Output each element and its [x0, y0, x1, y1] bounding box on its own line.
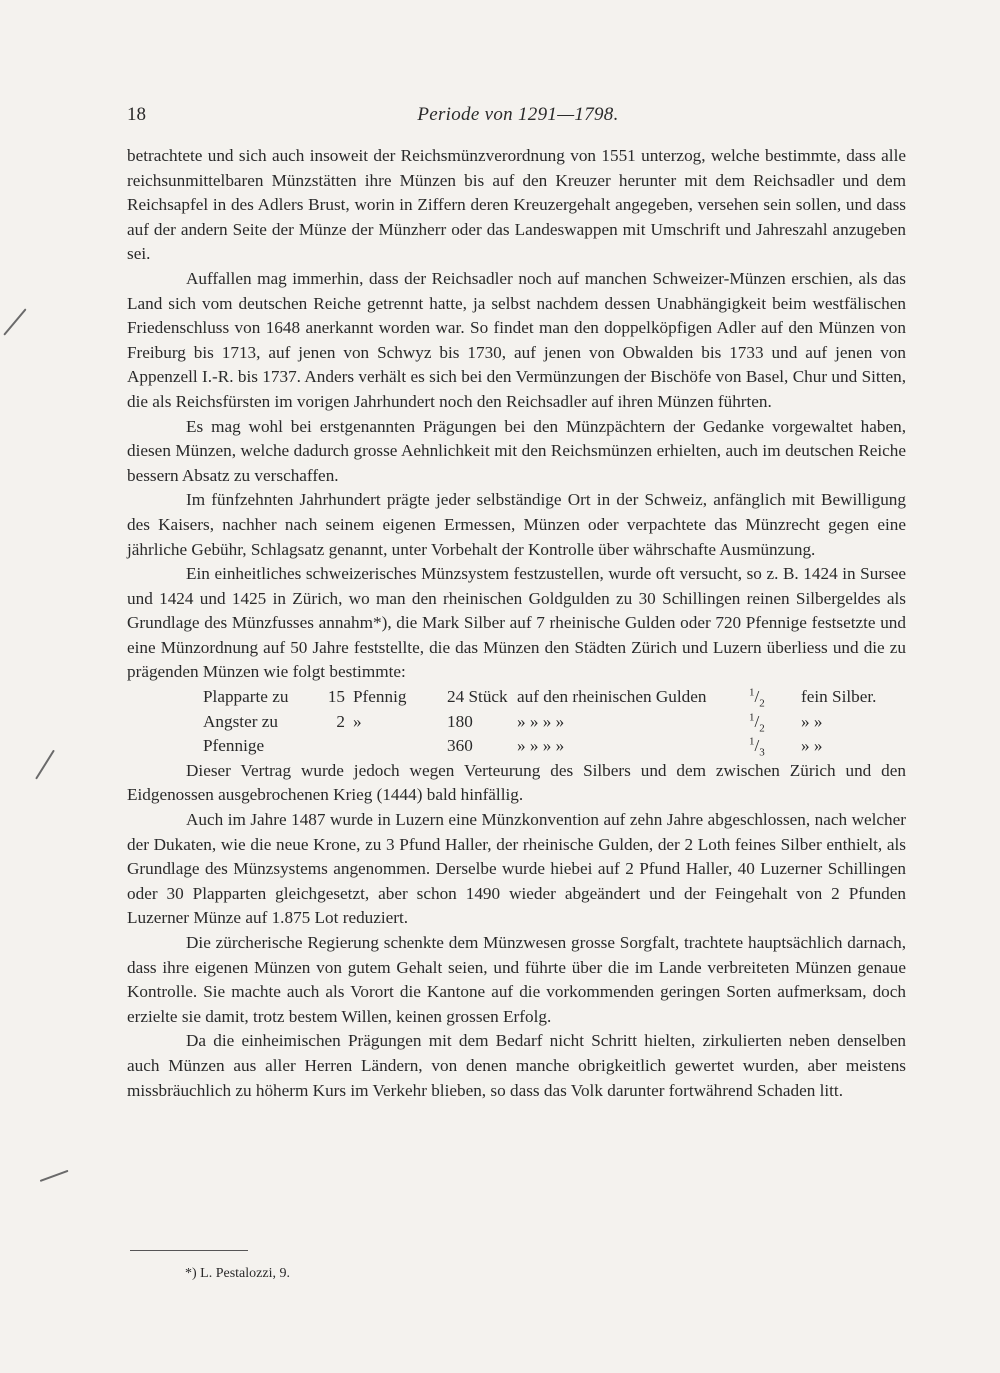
footnote: *) L. Pestalozzi, 9. — [185, 1266, 290, 1281]
coin-tail: » » — [801, 736, 823, 756]
paragraph: Dieser Vertrag wurde jedoch wegen Verteurung des Silbers und dem zwischen Zürich und den Eidgenossen ausgebrochenen Krieg (1444) bald hinfällig. — [127, 760, 906, 805]
coin-tail: fein Silber. — [801, 687, 877, 707]
paragraph: Im fünfzehnten Jahrhundert prägte jeder selbständige Ort in der Schweiz, anfänglich mit Bewilligung des Kaisers, nachher nach seinem eigenen Ermessen, Münzen oder verpachtete das Münzrecht gegen eine jährliche Gebühr, Schlagsatz genannt, unter Vorbehalt der Kontrolle über währschafte Ausmünzung. — [127, 490, 906, 559]
body-text — [127, 144, 906, 1103]
coin-desc: » » » » — [517, 736, 565, 756]
coin-desc: » » » » — [517, 711, 565, 731]
coin-unit: Pfennig — [353, 687, 407, 707]
running-head: Periode von 1291—1798. — [417, 104, 619, 125]
coin-name: Angster zu — [203, 711, 278, 731]
coin-unit — [345, 734, 431, 759]
coin-count: 360 — [447, 736, 473, 756]
coin-pfennig: 15 — [327, 687, 345, 707]
page-header — [127, 104, 909, 134]
coin-desc: auf den rheinischen Gulden — [517, 687, 707, 707]
coin-count: 180 — [447, 711, 473, 731]
footnote-rule — [130, 1250, 248, 1251]
coin-table — [127, 685, 876, 759]
coin-fraction: $^1/_2$ — [749, 686, 765, 710]
coin-fraction: $^1/_2$ — [749, 710, 765, 735]
coin-pfennig: 2 — [336, 711, 345, 731]
paragraph: Ein einheitliches schweizerisches Münzsystem festzustellen, wurde oft versucht, so z. B. 1424 in Sursee und 1424 und 1425 in Zürich, wo man den rheinischen Goldgulden zu 30 Schillingen reinen Silbergeldes als Grundlage des Münzfusses annahm*), die Mark Silber auf 7 rheinische Gulden oder 720 Pfennige festsetzte und eine Münzordnung auf 50 Jahre feststellte, die das Münzen den Städten Zürich und Luzern überliess und die zu prägenden Münzen wie folgt bestimmte: — [127, 564, 906, 682]
paragraph: betrachtete und sich auch insoweit der Reichsmünzverordnung von 1551 unterzog, welche bestimmte, dass alle reichsunmittelbaren Münzstätten ihre Münzen bis auf den Kreuzer herunter mit dem Reichsadler und dem Reichsapfel in des Adlers Brust, worin in Ziffern deren Kreuzergehalt angegeben, versehen sein sollen, und dass auf der andern Seite der Münze der Münzherr oder das Landeswappen mit Umschrift und Jahreszahl anzugeben sei. — [127, 146, 906, 264]
coin-table-row — [127, 710, 876, 735]
paragraph: Es mag wohl bei erstgenannten Prägungen bei den Münzpächtern der Gedanke vorgewaltet haben, diesen Münzen, welche dadurch grosse Aehnlichkeit mit den Reichsmünzen erhielten, auch im deutschen Reiche bessern Absatz zu verschaffen. — [127, 416, 906, 485]
coin-table-row — [127, 685, 876, 710]
paragraph: Auch im Jahre 1487 wurde in Luzern eine Münzkonvention auf zehn Jahre abgeschlossen, nach welcher der Dukaten, wie die neue Krone, zu 3 Pfund Haller, der rheinische Gulden, der 2 Loth feines Silber enthielt, als Grundlage des Münzsystems angenommen. Derselbe wurde hiebei auf 2 Pfund Haller, 40 Luzerner Schillingen oder 30 Plapparten gleichgesetzt, aber schon 1490 wieder abgeändert und der Feingehalt von 2 Pfunden Luzerner Münze auf 1.875 Lot reduziert. — [127, 810, 906, 928]
pencil-mark — [40, 1170, 69, 1182]
page-number: 18 — [127, 104, 146, 125]
paragraph: Da die einheimischen Prägungen mit dem Bedarf nicht Schritt hielten, zirkulierten neben denselben auch Münzen aus aller Herren Ländern, von denen manche obrigkeitlich gewertet wurden, aber meistens missbräuchlich zu höherm Kurs im Verkehr blieben, so dass das Volk darunter fortwährend Schaden litt. — [127, 1031, 906, 1100]
coin-tail: » » — [801, 711, 823, 731]
pencil-mark — [35, 750, 55, 780]
coin-pfennig — [321, 734, 345, 759]
coin-name: Pfennige — [203, 736, 265, 756]
paragraph: Auffallen mag immerhin, dass der Reichsadler noch auf manchen Schweizer-Münzen erschien, als das Land sich vom deutschen Reiche getrennt hatte, ja selbst nachdem dessen Unabhängigkeit beim westfälischen Friedenschluss von 1648 anerkannt worden war. So findet man den doppelköpfigen Adler auf den Münzen von Freiburg bis 1713, auf jenen von Schwyz bis 1730, auf jenen von Obwalden bis 1733 und auf jenen von Appenzell I.-R. bis 1737. Anders verhält es sich bei den Vermünzungen der Bischöfe von Basel, Chur und Sitten, die als Reichsfürsten im vorigen Jahrhundert noch den Reichsadler auf ihren Münzen führten. — [127, 268, 906, 411]
pencil-mark — [3, 308, 26, 335]
coin-table-row — [127, 734, 876, 759]
paragraph: Die zürcherische Regierung schenkte dem Münzwesen grosse Sorgfalt, trachtete hauptsächlich darnach, dass ihre eigenen Münzen von gutem Gehalt seien, und führte über die im Lande verbreiteten Münzen genaue Kontrolle. Sie machte auch als Vorort die Kantone auf die vorkommenden geringen Sorten aufmerksam, doch erzielte sie damit, trotz bestem Willen, keinen grossen Erfolg. — [127, 933, 906, 1026]
coin-name: Plapparte zu — [203, 687, 289, 707]
coin-unit: » — [353, 711, 362, 731]
coin-count: 24 Stück — [447, 687, 508, 707]
coin-fraction: $^1/_3$ — [749, 735, 765, 759]
